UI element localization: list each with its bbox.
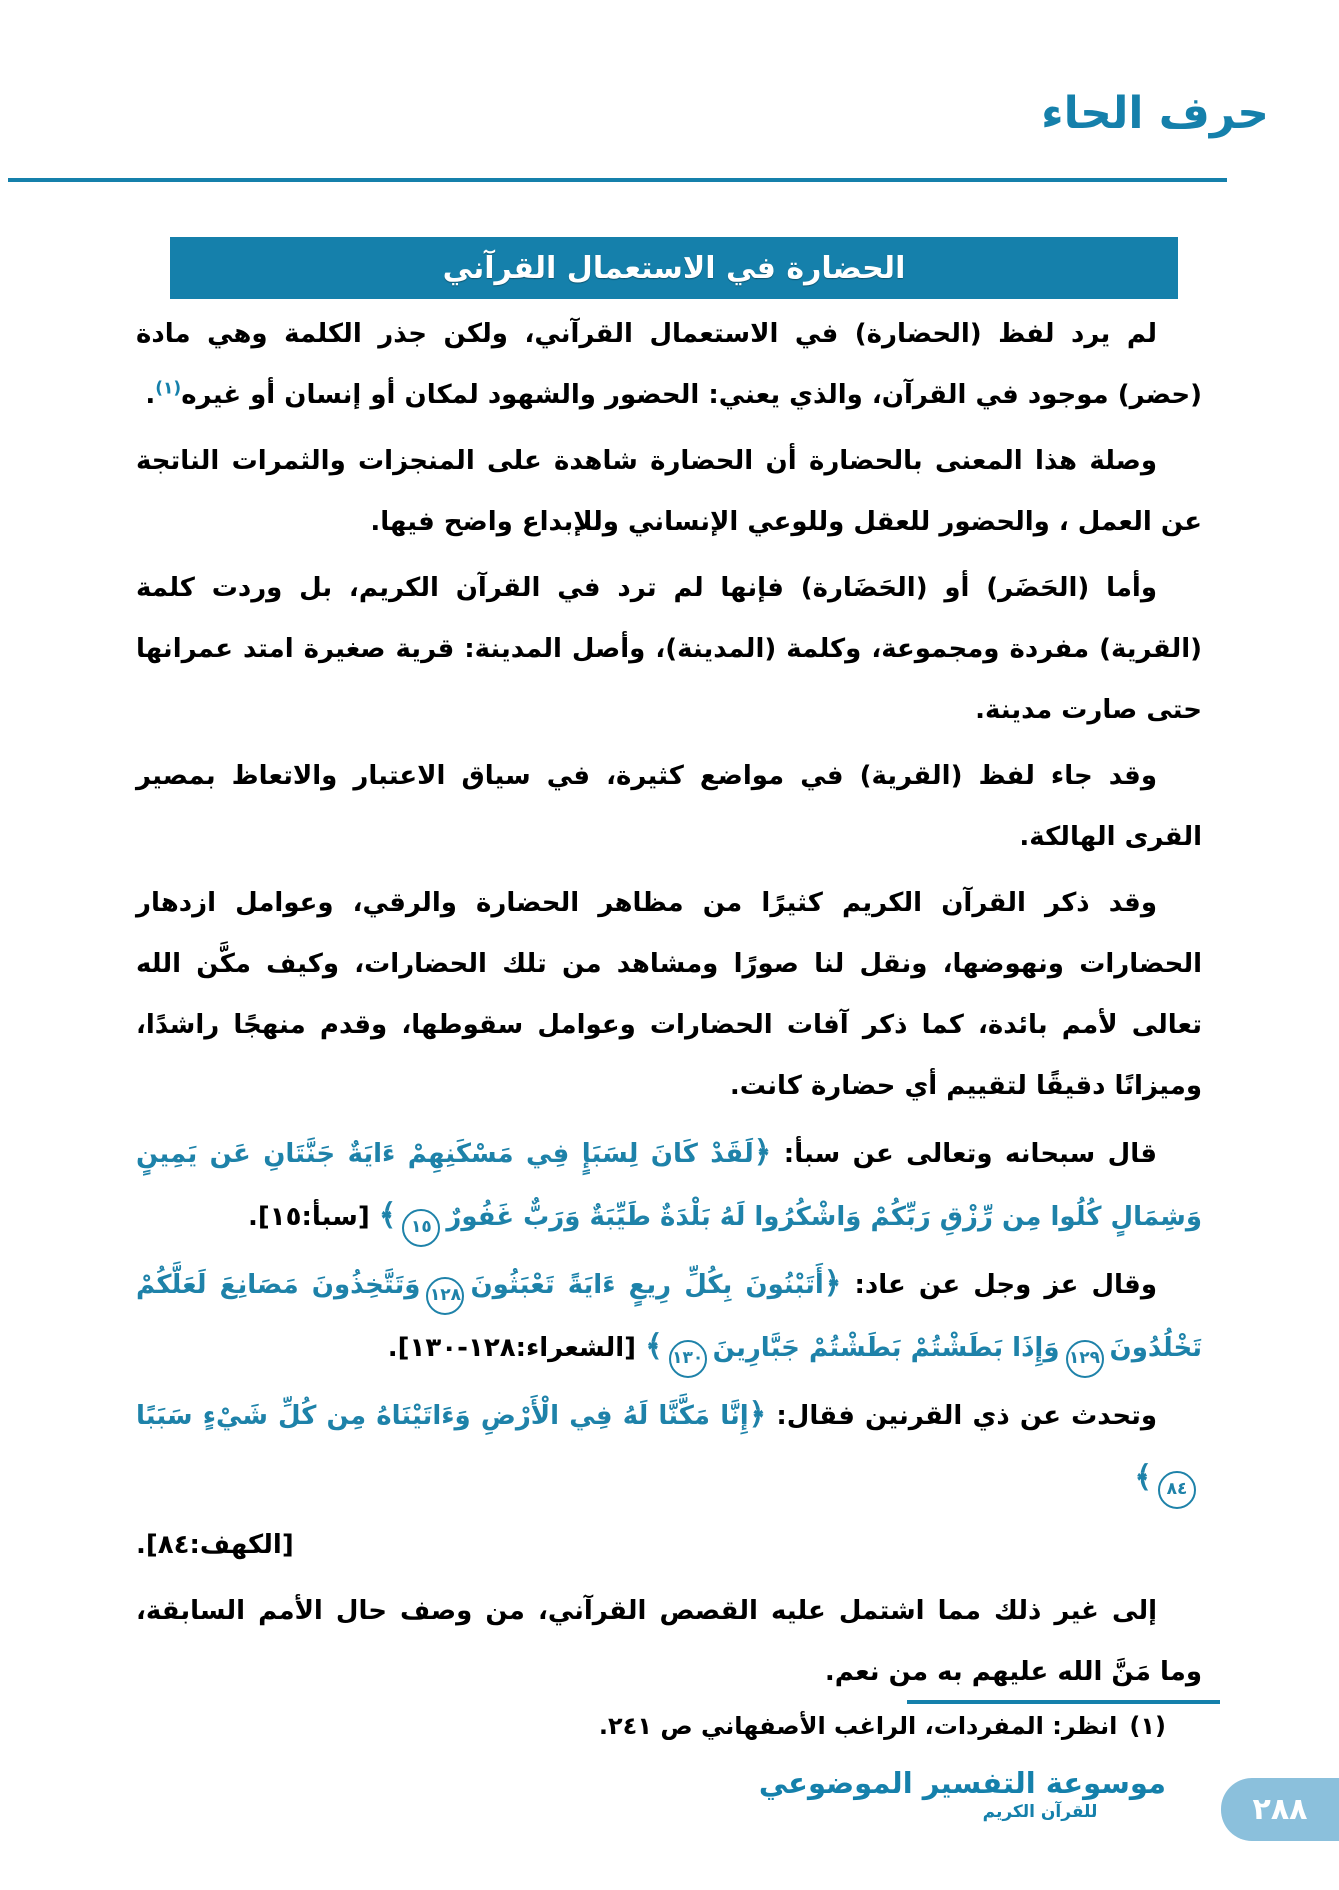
verse-number-marker: ١٢٩	[1066, 1340, 1104, 1378]
quote-intro: وتحدث عن ذي القرنين فقال:	[766, 1401, 1157, 1431]
verse-reference: [الكهف:٨٤].	[136, 1530, 294, 1560]
paragraph: وقد ذكر القرآن الكريم كثيرًا من مظاهر الحضارة والرقي، وعوامل ازدهار الحضارات ونهوضها، ونقل لنا صورًا ومشاهد من تلك الحضارات، وكيف مكَّن الله تعالى لأمم بائدة، كما ذكر آفات الحضارات وعوامل سقوطها، وقدم منهجًا راشدًا، وميزانًا دقيقًا لتقييم أي حضارة كانت.	[136, 888, 1202, 1101]
ornate-open-bracket: ﴿	[753, 1135, 772, 1170]
paragraph: وقد جاء لفظ (القرية) في مواضع كثيرة، في سياق الاعتبار والاتعاظ بمصير القرى الهالكة.	[136, 761, 1202, 852]
ornate-close-bracket: ﴾	[645, 1329, 663, 1364]
ornate-close-bracket: ﴾	[1134, 1460, 1152, 1495]
verse-reference: [الشعراء:١٢٨-١٣٠].	[387, 1333, 646, 1363]
ornate-close-bracket: ﴾	[378, 1198, 397, 1233]
quran-verse-text: وَتَتَّخِذُونَ مَصَانِعَ لَعَلَّكُمْ تَخْلُدُونَ	[136, 1270, 1202, 1363]
quran-verse-text: لَقَدْ كَانَ لِسَبَإٍ فِي مَسْكَنِهِمْ ءَايَةٌ جَنَّتَانِ عَن يَمِينٍ وَشِمَالٍ كُلُوا مِن رِّزْقِ رَبِّكُمْ وَاشْكُرُوا لَهُ بَلْدَةٌ طَيِّبَةٌ وَرَبٌّ غَفُورٌ	[136, 1139, 1202, 1232]
chapter-title: الحضارة في الاستعمال القرآني	[442, 250, 906, 286]
body-text	[136, 304, 1202, 1708]
quran-verse-text: أَتَبْنُونَ بِكُلِّ رِيعٍ ءَايَةً تَعْبَثُونَ	[470, 1270, 824, 1300]
logo-title-calligraphy: موسوعة التفسير الموضوعي	[758, 1766, 1166, 1800]
chapter-title-bar	[170, 237, 1178, 299]
section-header-calligraphy: حرف الحاء	[1041, 88, 1269, 139]
ornate-open-bracket: ﴿	[823, 1266, 842, 1301]
quran-verse-text: إِنَّا مَكَّنَّا لَهُ فِي الْأَرْضِ وَءَاتَيْنَاهُ مِن كُلِّ شَيْءٍ سَبَبًا	[136, 1401, 749, 1431]
quote-intro: وقال عز وجل عن عاد:	[841, 1270, 1157, 1300]
verse-number-marker: ١٣٠	[669, 1340, 707, 1378]
quran-verse-text: وَإِذَا بَطَشْتُمْ بَطَشْتُمْ جَبَّارِينَ	[712, 1333, 1060, 1363]
verse-reference: [سبأ:١٥].	[248, 1202, 379, 1232]
footnote	[599, 1712, 1166, 1740]
quote-intro: قال سبحانه وتعالى عن سبأ:	[771, 1139, 1158, 1169]
footnote-text: انظر: المفردات، الراغب الأصفهاني ص ٢٤١.	[598, 1712, 1118, 1740]
paragraph-with-quran-quote	[136, 1253, 1202, 1379]
publisher-logo	[758, 1766, 1166, 1822]
paragraph	[136, 304, 1202, 426]
ornate-open-bracket: ﴿	[748, 1397, 767, 1432]
logo-subtitle-calligraphy: للقرآن الكريم	[982, 1802, 1098, 1822]
verse-number-marker: ١٢٨	[426, 1277, 464, 1315]
header-divider-rule	[8, 178, 1227, 182]
page-number: ٢٨٨	[1252, 1792, 1308, 1827]
paragraph-text: .	[145, 380, 156, 410]
footnote-divider-rule	[907, 1700, 1220, 1704]
verse-number-marker: ٨٤	[1158, 1471, 1196, 1509]
paragraph: وصلة هذا المعنى بالحضارة أن الحضارة شاهدة على المنجزات والثمرات الناتجة عن العمل ، والحضور للعقل وللوعي الإنساني وللإبداع واضح فيها.	[136, 446, 1202, 537]
footnote-reference-marker: (١)	[155, 378, 182, 399]
footnote-marker: (١)	[1129, 1712, 1166, 1740]
paragraph-with-quran-quote	[136, 1384, 1202, 1510]
paragraph: إلى غير ذلك مما اشتمل عليه القصص القرآني، من وصف حال الأمم السابقة، وما مَنَّ الله عليهم به من نعم.	[136, 1596, 1202, 1687]
paragraph-text: لم يرد لفظ (الحضارة) في الاستعمال القرآني، ولكن جذر الكلمة وهي مادة (حضر) موجود في القرآن، والذي يعني: الحضور والشهود لمكان أو إنسان أو غيره	[136, 319, 1202, 410]
paragraph: وأما (الحَضَر) أو (الحَضَارة) فإنها لم ترد في القرآن الكريم، بل وردت كلمة (القرية) مفردة ومجموعة، وكلمة (المدينة)، وأصل المدينة: قرية صغيرة امتد عمرانها حتى صارت مدينة.	[136, 573, 1202, 725]
verse-number-marker: ١٥	[402, 1209, 440, 1247]
paragraph-with-quran-quote	[136, 1122, 1202, 1248]
page-number-tab	[1221, 1778, 1339, 1841]
